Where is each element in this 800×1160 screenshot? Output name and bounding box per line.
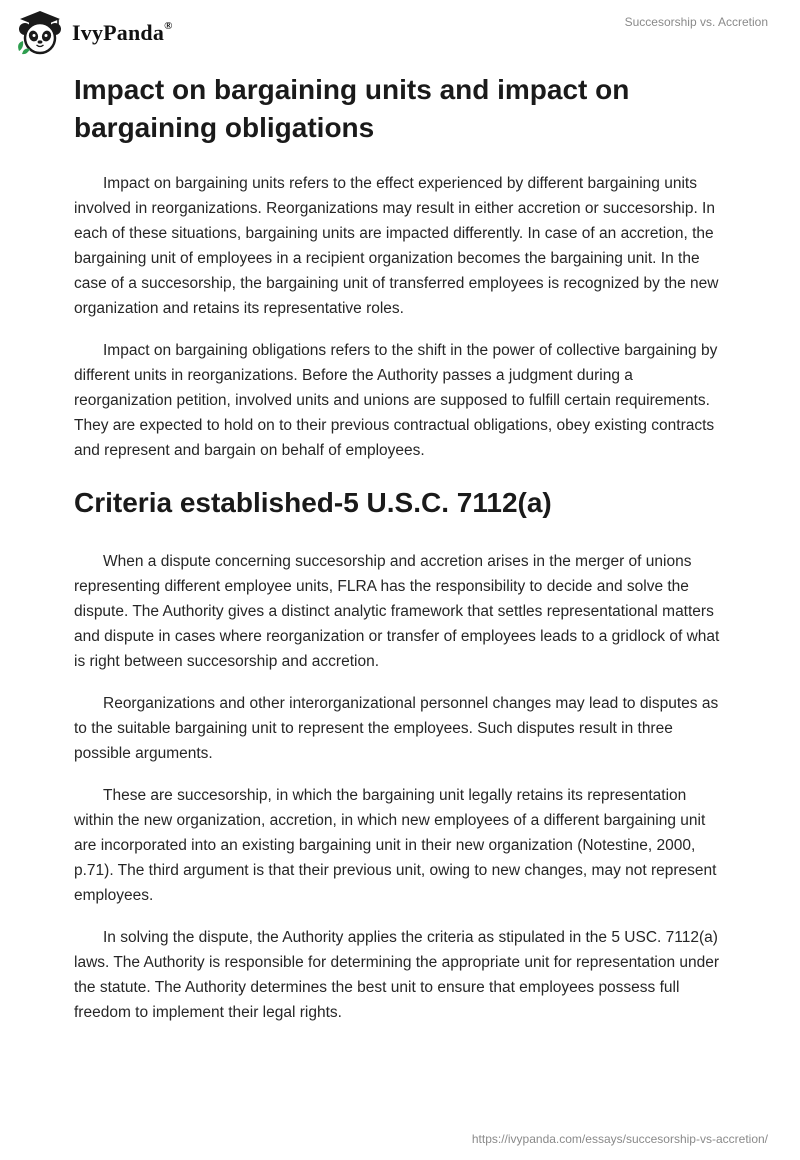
ivypanda-logo[interactable] — [14, 7, 173, 59]
page-header — [0, 0, 800, 64]
essay-content — [74, 70, 724, 1042]
source-url[interactable]: https://ivypanda.com/essays/succesorship-vs-accretion/ — [471, 1132, 768, 1146]
registered-mark: ® — [164, 19, 173, 32]
paragraph: When a dispute concerning succesorship and accretion arises in the merger of unions representing different employee units, FLRA has the responsibility to decide and solve the dispute. The Authority gives a distinct analytic framework that settles representational matters and dispute in cases where reorganization or transfer of employees leads to a gridlock of what is right between succesorship and accretion. — [74, 553, 720, 670]
paragraph: These are succesorship, in which the bargaining unit legally retains its representation within the new organization, accretion, in which new employees of a different bargaining unit are incorporated into an existing bargaining unit in their new organization (Notestine, 2000, p.71). The third argument is that their previous unit, owing to new changes, may not represent employees. — [74, 787, 717, 904]
section-heading: Impact on bargaining units and impact on bargaining obligations — [74, 74, 630, 143]
paragraph: In solving the dispute, the Authority applies the criteria as stipulated in the 5 USC. 7112(a) laws. The Authority is responsible for determining the appropriate unit for representation under the statute. The Authority determines the best unit to ensure that employees possess full freedom to implement their legal rights. — [74, 929, 720, 1021]
paragraph: Impact on bargaining units refers to the effect experienced by different bargaining units involved in reorganizations. Reorganizations may result in either accretion or succesorship. In each of these situations, bargaining units are impacted differently. In case of an accretion, the bargaining unit of employees in a recipient organization becomes the bargaining unit. In the case of a succesorship, the bargaining unit of transferred employees is recognized by the new organization and retains its representative roles. — [74, 175, 719, 317]
brand-name: IvyPanda® — [72, 19, 173, 45]
panda-graduate-icon — [14, 7, 66, 59]
section-heading: Criteria established-5 U.S.C. 7112(a) — [74, 487, 552, 518]
document-title: Succesorship vs. Accretion — [624, 15, 768, 29]
paragraph: Reorganizations and other interorganizational personnel changes may lead to disputes as to the suitable bargaining unit to represent the employees. Such disputes result in three possible arguments. — [74, 695, 719, 762]
paragraph: Impact on bargaining obligations refers to the shift in the power of collective bargaining by different units in reorganizations. Before the Authority passes a judgment during a reorganization petition, involved units and unions are supposed to fulfill certain requirements. They are expected to hold on to their previous contractual obligations, obey existing contracts and represent and bargain on behalf of employees. — [74, 342, 718, 459]
